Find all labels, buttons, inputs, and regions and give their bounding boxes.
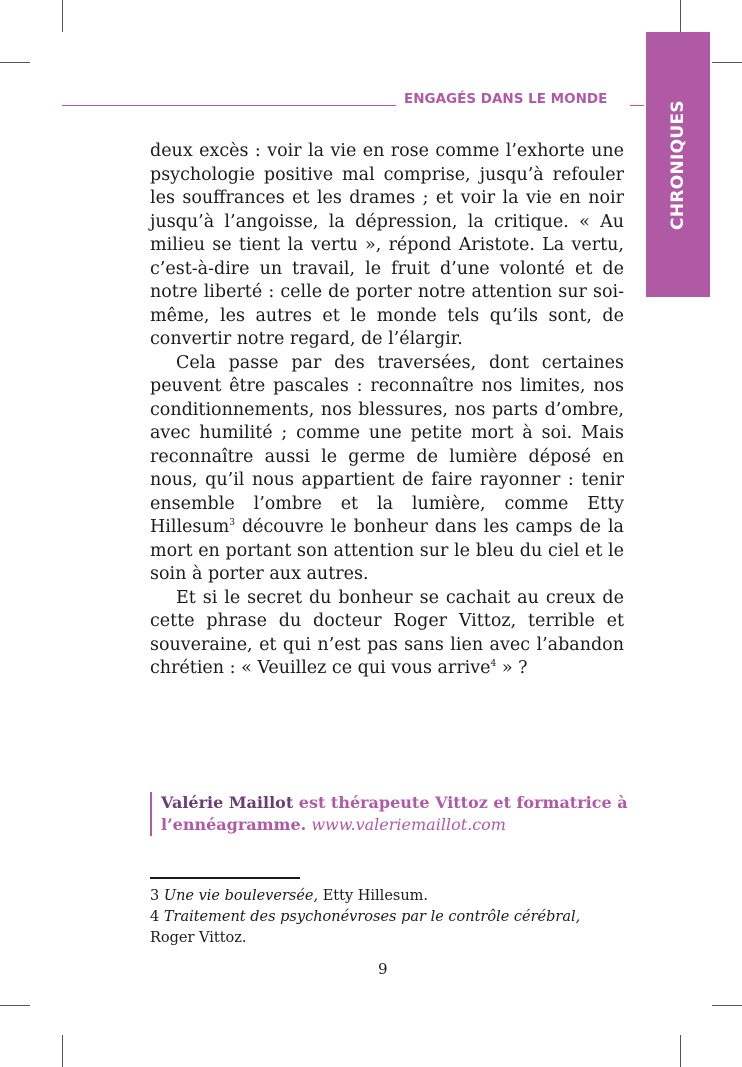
running-header: ENGAGÉS DANS LE MONDE xyxy=(404,91,608,107)
paragraph: deux excès : voir la vie en rose comme l’exhorte une psychologie positive mal comprise, jusqu’à refouler les souffrances et les drames ; et voir la vie en noir jusqu’à l’angoisse, la dépression, la critique. « Au milieu se tient la vertu », répond Aristote. La vertu, c’est-à-dire un travail, le fruit d’une volonté et de notre liberté : celle de porter notre attention sur soi-même, les autres et le monde tels qu’ils sont, de convertir notre regard, de l’élargir. xyxy=(150,141,624,349)
crop-mark xyxy=(680,0,681,32)
header-rule xyxy=(630,105,644,106)
author-bio xyxy=(150,792,631,836)
author-description: est thérapeute Vittoz et formatrice à l’ennéagramme. xyxy=(161,793,628,834)
footnote: 4 Traitement des psychonévroses par le contrôle cérébral, Roger Vittoz. xyxy=(150,909,581,946)
crop-mark xyxy=(712,62,742,63)
crop-mark xyxy=(62,1035,63,1067)
footnotes xyxy=(150,886,624,949)
author-website-link[interactable]: www.valeriemaillot.com xyxy=(311,815,506,834)
footnote-ref: 4 xyxy=(490,659,497,670)
crop-mark xyxy=(0,62,30,63)
paragraph: Cela passe par des traversées, dont certaines peuvent être pascales : reconnaître nos limites, nos conditionnements, nos blessures, nos parts d’ombre, avec humilité ; comme une petite mort à soi. Mais reconnaître aussi le germe de lumière déposé en nous, qu’il nous appartient de faire rayonner : tenir ensemble l’ombre et la lumière, comme Etty Hillesum$^3$ découvre le bonheur dans les camps de la mort en portant son attention sur le bleu du ciel et le soin à porter aux autres. xyxy=(150,352,624,584)
header-rule xyxy=(62,105,396,106)
crop-mark xyxy=(62,0,63,32)
footnote-rule xyxy=(150,877,300,879)
footnote: 3 Une vie bouleversée, Etty Hillesum. xyxy=(150,888,429,904)
section-tab xyxy=(646,32,710,297)
paragraph: Et si le secret du bonheur se cachait au creux de cette phrase du docteur Roger Vittoz, terrible et souveraine, et qui n’est pas sans lien avec l’abandon chrétien : « Veuillez ce qui vous arrive$^4$ » ? xyxy=(150,587,624,678)
article-body xyxy=(150,140,624,681)
crop-mark xyxy=(0,1005,30,1006)
section-tab-label: CHRONIQUES xyxy=(668,99,689,230)
crop-mark xyxy=(712,1005,742,1006)
footnote-ref: 3 xyxy=(229,518,235,529)
author-name: Valérie Maillot xyxy=(161,793,294,812)
crop-mark xyxy=(680,1035,681,1067)
page-number: 9 xyxy=(378,960,388,978)
